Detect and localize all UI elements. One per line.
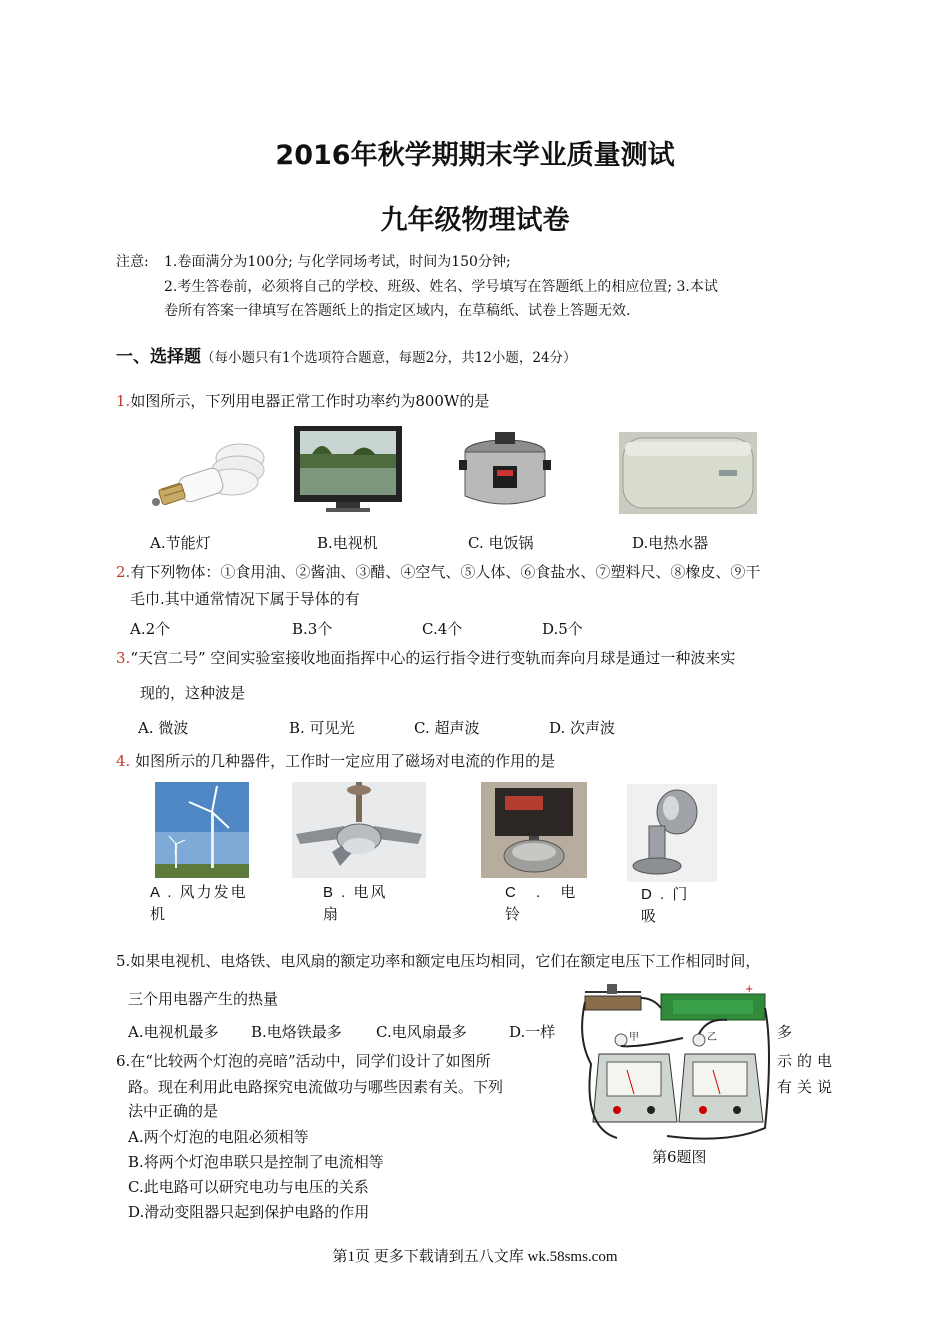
q4-caption-a <box>150 882 262 926</box>
caption-line: C . 电 <box>505 884 578 901</box>
q4-caption-d <box>641 884 721 928</box>
question-6: 6.在“比较两个灯泡的亮暗”活动中，同学们设计了如图所 <box>116 1052 491 1070</box>
notice-line-1: 1.卷面满分为100分; 与化学同场考试，时间为150分钟; <box>164 254 511 270</box>
question-number: 1. <box>116 392 131 410</box>
caption-line: A . 风力发电 <box>150 884 248 901</box>
q5-option-b: B.电烙铁最多 <box>251 1023 342 1041</box>
section-desc: （每小题只有1个选项符合题意，每题2分，共12小题，24分） <box>201 350 577 366</box>
q6-option-c: C.此电路可以研究电功与电压的关系 <box>128 1178 369 1196</box>
svg-text:+: + <box>745 984 754 995</box>
q6-option-d: D.滑动变阻器只起到保护电路的作用 <box>128 1203 370 1221</box>
question-text: 如图所示的几种器件，工作时一定应用了磁场对电流的作用的是 <box>130 752 556 770</box>
q5-option-a: A.电视机最多 <box>128 1023 219 1041</box>
page-title: 2016年秋学期期末学业质量测试 <box>275 140 675 171</box>
q6-option-a: A.两个灯泡的电阻必须相等 <box>128 1128 309 1146</box>
q5-option-c: C.电风扇最多 <box>376 1023 467 1041</box>
q6-line-2-tail: 有关说 <box>777 1078 838 1096</box>
section-heading <box>116 342 577 367</box>
door-stop-image <box>627 784 717 882</box>
rice-cooker-image <box>455 426 555 514</box>
question-2 <box>116 561 760 583</box>
q5-line-2: 三个用电器产生的热量 <box>128 990 279 1008</box>
notice-line-2: 2.考生答卷前，必须将自己的学校、班级、姓名、学号填写在答题纸上的相应位置; 3.本试 <box>164 279 718 295</box>
q6-line-1-tail: 示的电 <box>777 1052 838 1070</box>
notice-line-3: 卷所有答案一律填写在答题纸上的指定区域内，在草稿纸、试卷上答题无效. <box>164 303 631 319</box>
q3-option-a: A. 微波 <box>138 719 189 737</box>
question-4 <box>116 750 555 772</box>
caption-line: 铃 <box>505 906 523 923</box>
q2-option-c: C.4个 <box>422 620 463 638</box>
q4-caption-b <box>323 882 423 926</box>
q5-option-d: D.一样 <box>509 1023 556 1041</box>
q1-option-c: C. 电饭锅 <box>468 534 534 552</box>
caption-line: D . 门 <box>641 886 690 903</box>
q6-option-b: B.将两个灯泡串联只是控制了电流相等 <box>128 1153 384 1171</box>
page-subtitle: 九年级物理试卷 <box>380 205 570 236</box>
notice-label: 注意: <box>116 254 149 270</box>
question-number: 4. <box>116 752 131 770</box>
question-number: 3. <box>116 649 131 667</box>
tv-image <box>292 424 404 514</box>
energy-saving-lamp-image <box>142 432 280 514</box>
section-title: 一、选择题 <box>116 347 201 367</box>
q2-line-2: 毛巾.其中通常情况下属于导体的有 <box>130 590 360 608</box>
q3-line-2: 现的，这种波是 <box>140 684 246 702</box>
q3-option-d: D. 次声波 <box>549 719 616 737</box>
q6-line-2: 路。现在利用此电路探究电流做功与哪些因素有关。下列 <box>128 1078 504 1096</box>
bulb-label-jia: 甲 <box>629 1032 639 1043</box>
q1-option-a: A.节能灯 <box>150 534 211 552</box>
caption-line: 扇 <box>323 906 341 923</box>
q3-option-c: C. 超声波 <box>414 719 480 737</box>
question-text: 有下列物体：①食用油、②酱油、③醋、④空气、⑤人体、⑥食盐水、⑦塑料尺、⑧橡皮、⑨干 <box>130 563 761 581</box>
caption-line: B . 电风 <box>323 884 388 901</box>
question-1 <box>116 390 489 412</box>
q5-option-d-tail: 多 <box>777 1023 793 1041</box>
figure-caption: 第6题图 <box>652 1148 707 1166</box>
question-text: “天宫二号” 空间实验室接收地面指挥中心的运行指令进行变轨而奔向月球是通过一种波来实 <box>130 649 736 667</box>
question-3 <box>116 647 735 669</box>
water-heater-image <box>619 432 757 514</box>
ceiling-fan-image <box>292 782 426 878</box>
q4-caption-c <box>505 882 585 926</box>
q1-option-b: B.电视机 <box>317 534 378 552</box>
caption-line: 机 <box>150 906 168 923</box>
question-5: 5.如果电视机、电烙铁、电风扇的额定功率和额定电压均相同，它们在额定电压下工作相同时间， <box>116 952 761 970</box>
bulb-label-yi: 乙 <box>707 1032 717 1043</box>
question-number: 2. <box>116 563 131 581</box>
circuit-diagram-image <box>577 978 773 1146</box>
caption-line: 吸 <box>641 908 659 925</box>
q3-option-b: B. 可见光 <box>289 719 355 737</box>
q1-option-d: D.电热水器 <box>632 534 709 552</box>
q2-option-b: B.3个 <box>292 620 333 638</box>
electric-bell-image <box>481 782 587 878</box>
q6-line-3: 法中正确的是 <box>128 1102 219 1120</box>
question-text: 如图所示，下列用电器正常工作时功率约为800W的是 <box>130 392 490 410</box>
q2-option-d: D.5个 <box>542 620 583 638</box>
wind-turbine-image <box>155 782 249 878</box>
page-footer: 第1页 更多下载请到五八文库 wk.58sms.com <box>332 1249 618 1265</box>
q2-option-a: A.2个 <box>130 620 171 638</box>
